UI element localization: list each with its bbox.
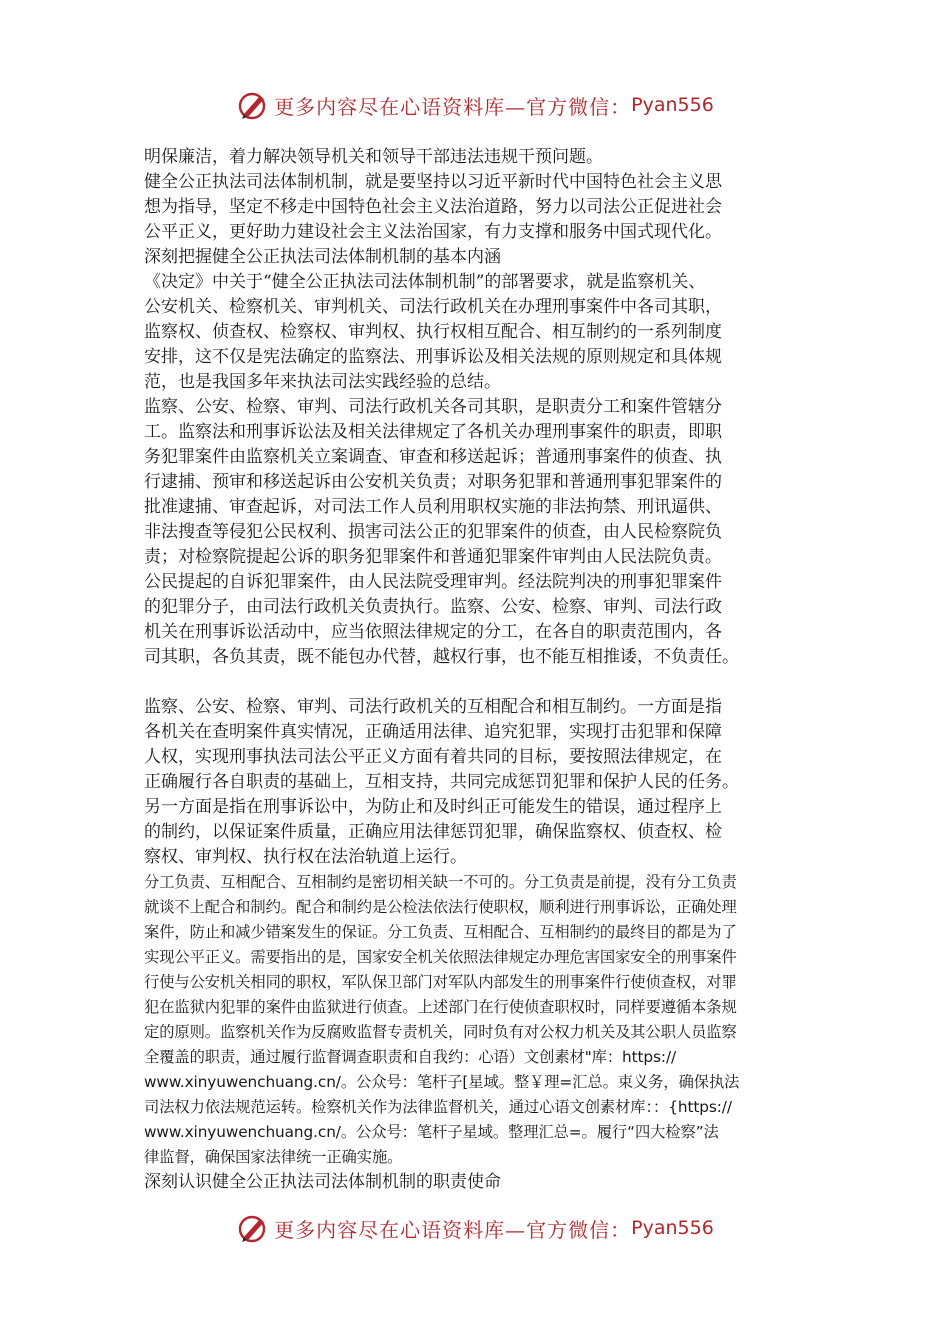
text-line: 范，也是我国多年来执法司法实践经验的总结。 bbox=[144, 372, 501, 392]
text-line: 分工负责、互相配合、互相制约是密切相关缺一不可的。分工负责是前提，没有分工负责 bbox=[144, 873, 737, 891]
text-line: 察权、审判权、执行权在法治轨道上运行。 bbox=[144, 847, 467, 867]
paragraph bbox=[144, 695, 824, 870]
pen-logo-icon bbox=[236, 88, 270, 122]
banner-wechat-id: Pyan556 bbox=[631, 94, 714, 116]
section-heading bbox=[144, 1170, 824, 1195]
paragraph bbox=[144, 170, 824, 245]
text-line: 公安机关、检察机关、审判机关、司法行政机关在办理刑事案件中各司其职， bbox=[144, 297, 722, 317]
text-line: 行使与公安机关相同的职权，军队保卫部门对军队内部发生的刑事案件行使侦查权，对罪 bbox=[144, 973, 737, 991]
banner-wechat-id: Pyan556 bbox=[631, 1217, 714, 1239]
text-line: 想为指导，坚定不移走中国特色社会主义法治道路，努力以司法公正促进社会 bbox=[144, 197, 722, 217]
text-line: 犯在监狱内犯罪的案件由监狱进行侦查。上述部门在行使侦查职权时，同样要遵循本条规 bbox=[144, 998, 737, 1016]
text-line: 的犯罪分子，由司法行政机关负责执行。监察、公安、检察、审判、司法行政 bbox=[144, 597, 722, 617]
text-line: 人权，实现刑事执法司法公平正义方面有着共同的目标，要按照法律规定，在 bbox=[144, 747, 722, 767]
text-line: 明保廉洁，着力解决领导机关和领导干部违法违规干预问题。 bbox=[144, 147, 603, 167]
text-line: 司法权力依法规范运转。检察机关作为法律监督机关，通过心语文创素材库：：{https:// bbox=[144, 1098, 732, 1116]
section-heading bbox=[144, 245, 824, 270]
text-line: 全覆盖的职责，通过履行监督调查职责和自我约：心语）文创素材"库：https:// bbox=[144, 1048, 677, 1066]
text-line: 案件，防止和减少错案发生的保证。分工负责、互相配合、互相制约的最终目的都是为了 bbox=[144, 923, 737, 941]
text-line: www.xinyuwenchuang.cn/。公众号：笔杆子星域。整理汇总=。履行“四大检察”法 bbox=[144, 1123, 719, 1141]
footer-watermark-banner bbox=[0, 1208, 950, 1248]
text-line: 定的原则。监察机关作为反腐败监督专责机关，同时负有对公权力机关及其公职人员监察 bbox=[144, 1023, 737, 1041]
text-line: 实现公平正义。需要指出的是，国家安全机关依照法律规定办理危害国家安全的刑事案件 bbox=[144, 948, 737, 966]
blank-line bbox=[144, 670, 824, 695]
text-line: 责；对检察院提起公诉的职务犯罪案件和普通犯罪案件审判由人民法院负责。 bbox=[144, 547, 722, 567]
text-line: www.xinyuwenchuang.cn/。公众号：笔杆子[星域。整￥理=汇总。束义务，确保执法 bbox=[144, 1073, 740, 1091]
text-line: 公民提起的自诉犯罪案件，由人民法院受理审判。经法院判决的刑事犯罪案件 bbox=[144, 572, 722, 592]
text-line: 就谈不上配合和制约。配合和制约是公检法依法行使职权，顺利进行刑事诉讼，正确处理 bbox=[144, 898, 737, 916]
banner-text: 更多内容尽在心语资料库—官方微信： bbox=[274, 1217, 632, 1242]
text-line: 健全公正执法司法体制机制，就是要坚持以习近平新时代中国特色社会主义思 bbox=[144, 172, 722, 192]
text-line: 行逮捕、预审和移送起诉由公安机关负责；对职务犯罪和普通刑事犯罪案件的 bbox=[144, 472, 722, 492]
document-body bbox=[144, 145, 824, 1195]
text-line: 另一方面是指在刑事诉讼中，为防止和及时纠正可能发生的错误，通过程序上 bbox=[144, 797, 722, 817]
text-line: 的制约，以保证案件质量，正确应用法律惩罚犯罪，确保监察权、侦查权、检 bbox=[144, 822, 722, 842]
text-line: 各机关在查明案件真实情况，正确适用法律、追究犯罪，实现打击犯罪和保障 bbox=[144, 722, 722, 742]
text-line: 监察、公安、检察、审判、司法行政机关的互相配合和相互制约。一方面是指 bbox=[144, 697, 722, 717]
text-line: 正确履行各自职责的基础上，互相支持，共同完成惩罚犯罪和保护人民的任务。 bbox=[144, 772, 739, 792]
text-line: 务犯罪案件由监察机关立案调查、审查和移送起诉；普通刑事案件的侦查、执 bbox=[144, 447, 722, 467]
text-line: 工。监察法和刑事诉讼法及相关法律规定了各机关办理刑事案件的职责，即职 bbox=[144, 422, 722, 442]
paragraph bbox=[144, 270, 824, 395]
text-line: 律监督，确保国家法律统一正确实施。 bbox=[144, 1148, 403, 1166]
text-line: 深刻认识健全公正执法司法体制机制的职责使命 bbox=[144, 1172, 501, 1192]
header-watermark-banner bbox=[0, 85, 950, 125]
text-line: 监察、公安、检察、审判、司法行政机关各司其职，是职责分工和案件管辖分 bbox=[144, 397, 722, 417]
text-line: 监察权、侦查权、检察权、审判权、执行权相互配合、相互制约的一系列制度 bbox=[144, 322, 722, 342]
text-line: 机关在刑事诉讼活动中，应当依照法律规定的分工，在各自的职责范围内，各 bbox=[144, 622, 722, 642]
pen-logo-icon bbox=[236, 1211, 270, 1245]
paragraph bbox=[144, 870, 824, 1170]
text-line: 深刻把握健全公正执法司法体制机制的基本内涵 bbox=[144, 247, 501, 267]
text-line: 非法搜查等侵犯公民权利、损害司法公正的犯罪案件的侦查，由人民检察院负 bbox=[144, 522, 722, 542]
paragraph bbox=[144, 145, 824, 170]
paragraph bbox=[144, 395, 824, 670]
text-line: 司其职，各负其责，既不能包办代替，越权行事，也不能互相推诿，不负责任。 bbox=[144, 647, 739, 667]
banner-text: 更多内容尽在心语资料库—官方微信： bbox=[274, 94, 632, 119]
text-line: 《决定》中关于“健全公正执法司法体制机制”的部署要求，就是监察机关、 bbox=[144, 272, 706, 292]
text-line: 批准逮捕、审查起诉，对司法工作人员利用职权实施的非法拘禁、刑讯逼供、 bbox=[144, 497, 722, 517]
text-line: 安排，这不仅是宪法确定的监察法、刑事诉讼及相关法规的原则规定和具体规 bbox=[144, 347, 722, 367]
text-line: 公平正义，更好助力建设社会主义法治国家，有力支撑和服务中国式现代化。 bbox=[144, 222, 722, 242]
